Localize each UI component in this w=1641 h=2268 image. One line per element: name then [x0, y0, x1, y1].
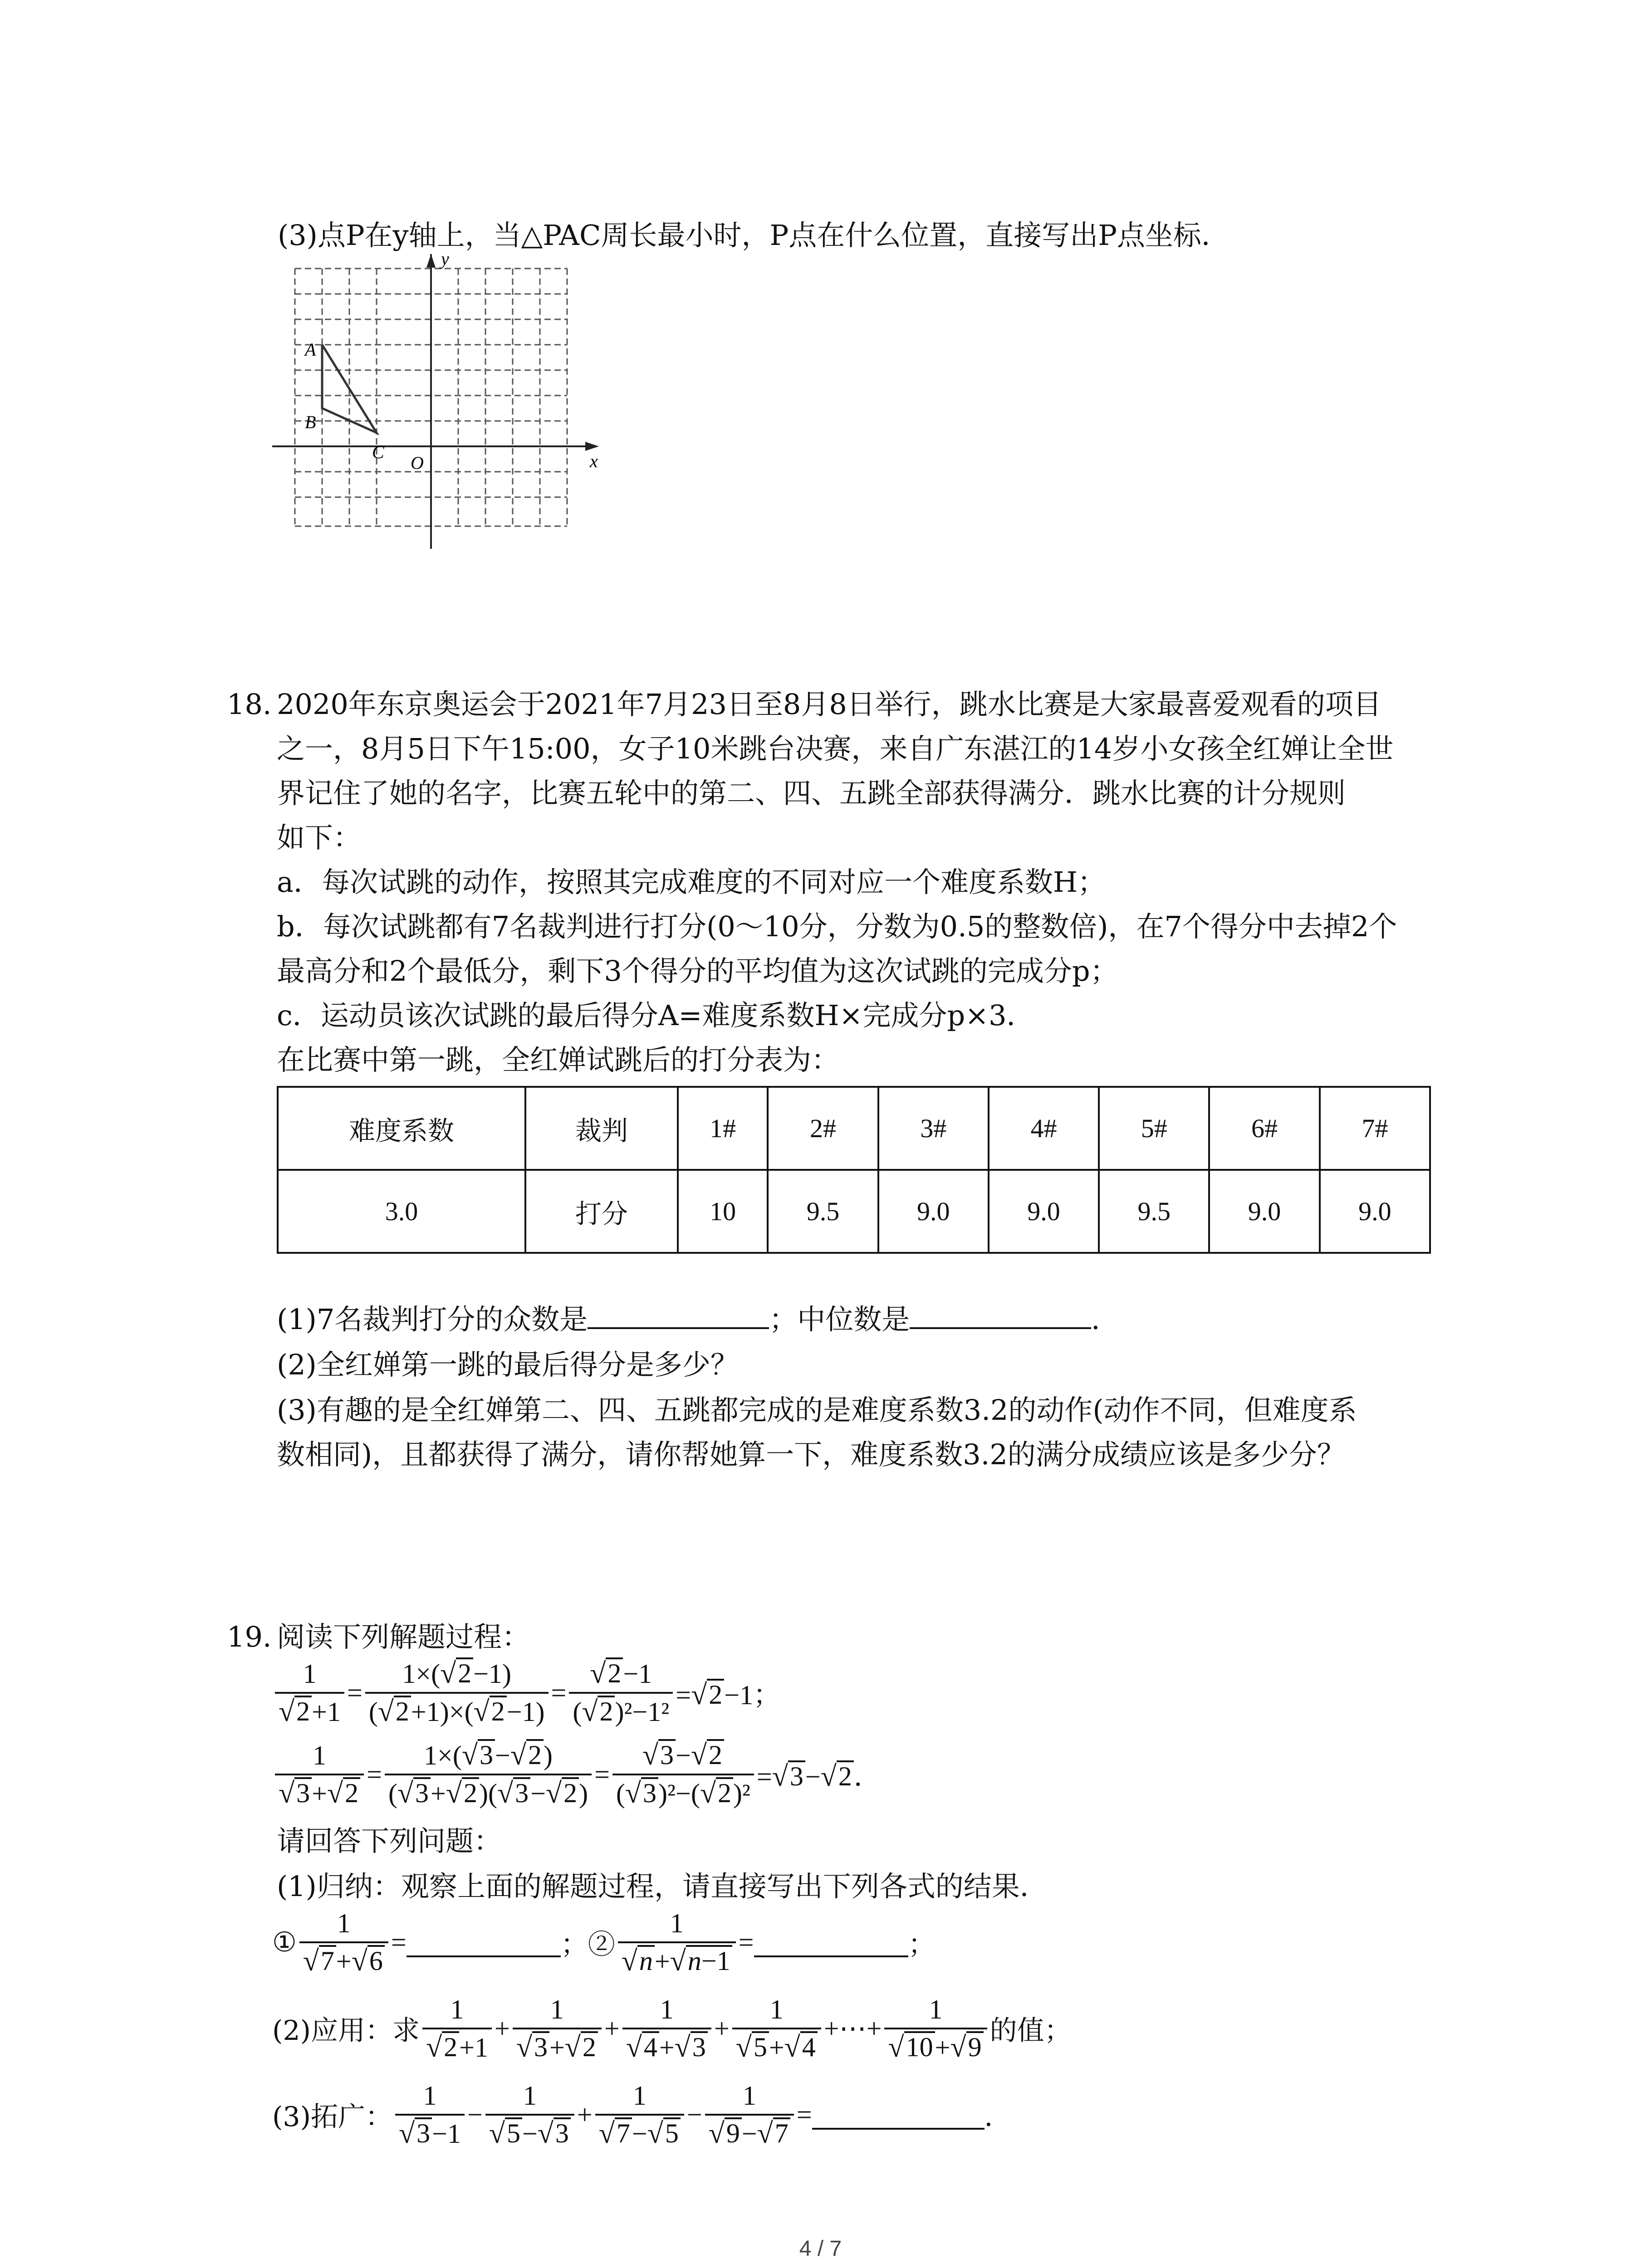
- q19-intro: 阅读下列解题过程：: [277, 1620, 530, 1653]
- table-cell: 9.0: [878, 1170, 989, 1253]
- table-cell: 9.5: [768, 1170, 878, 1253]
- table-header-cell: 难度系数: [278, 1087, 525, 1170]
- example-equation-1: 1 √ 2 +1 = 1×( √ 2 −1) ( √ 2 +1)×( √ 2 −1) = √ 2 −1 ( √ 2 )²−1² = √ 2 −1；: [272, 1656, 780, 1730]
- q18-rule-b1: b．每次试跳都有7名裁判进行打分(0～10分，分数为0.5的整数倍)，在7个得分中去掉2个: [277, 910, 1397, 943]
- table-header-cell: 裁判: [525, 1087, 678, 1170]
- q18-line-3: 界记住了她的名字，比赛五轮中的第二、四、五跳全部获得满分．跳水比赛的计分规则: [277, 777, 1346, 810]
- q19-part3: (3)拓广： 1 √ 3 −1 − 1 √ 5 − √ 3 + 1 √ 7 − √ 5 − 1 √ 9 − √ 7 = ．: [272, 2081, 1012, 2149]
- table-row: [278, 1087, 1430, 1170]
- point-a-label: A: [305, 339, 316, 360]
- answer-blank-3[interactable]: [812, 2100, 985, 2130]
- table-cell: 9.0: [1209, 1170, 1319, 1253]
- table-header-cell: 6#: [1209, 1087, 1319, 1170]
- x-axis-label: x: [590, 451, 598, 471]
- table-cell: 10: [678, 1170, 768, 1253]
- origin-label: O: [411, 453, 424, 473]
- q17-part3: (3)点P在y轴上，当△PAC周长最小时，P点在什么位置，直接写出P点坐标．: [278, 219, 1230, 252]
- q18-line-1: 2020年东京奥运会于2021年7月23日至8月8日举行，跳水比赛是大家最喜爱观看的项目: [277, 688, 1381, 721]
- q18-table-intro: 在比赛中第一跳，全红婵试跳后的打分表为：: [277, 1043, 840, 1076]
- table-header-cell: 1#: [678, 1087, 768, 1170]
- q18-rule-b2: 最高分和2个最低分，剩下3个得分的平均值为这次试跳的完成分p；: [277, 954, 1118, 987]
- point-c-label: C: [372, 442, 384, 462]
- q18-sub1: (1)7名裁判打分的众数是 ；中位数是 ．: [277, 1297, 1119, 1342]
- table-header-cell: 2#: [768, 1087, 878, 1170]
- q18-rule-c: c．运动员该次试跳的最后得分A=难度系数H×完成分p×3．: [277, 999, 1035, 1032]
- table-cell: 打分: [525, 1170, 678, 1253]
- table-header-cell: 7#: [1320, 1087, 1430, 1170]
- q19-number: 19.: [227, 1620, 272, 1653]
- point-b-label: B: [305, 412, 316, 432]
- q18-sub2: (2)全红婵第一跳的最后得分是多少？: [277, 1348, 739, 1381]
- example-equation-2: 1 √ 3 + √ 2 = 1×( √ 3 − √ 2 ) ( √ 3 + √ 2 )( √ 3 − √ 2 ) = √ 3 − √ 2 ( √ 3 )²−( √ 2 )² = √ 3 − √ 2 ．: [272, 1737, 881, 1812]
- y-axis-label: y: [441, 254, 449, 269]
- q18-sub3-line2: 数相同)，且都获得了满分，请你帮她算一下，难度系数3.2的满分成绩应该是多少分？: [277, 1438, 1345, 1471]
- q19-ask: 请回答下列问题：: [277, 1824, 502, 1857]
- score-table: [277, 1086, 1431, 1254]
- q19-part2: (2)应用：求 1 √ 2 +1 + 1 √ 3 + √ 2 + 1 √ 4 + √ 3 + 1 √ 5 + √ 4 +⋯+ 1 √ 10 + √ 9 的值；: [272, 1994, 1072, 2063]
- table-header-cell: 4#: [989, 1087, 1099, 1170]
- q18-line-4: 如下：: [277, 821, 362, 854]
- answer-blank-1[interactable]: [407, 1927, 561, 1957]
- q18-sub3-line1: (3)有趣的是全红婵第二、四、五跳都完成的是难度系数3.2的动作(动作不同，但难度系: [277, 1393, 1357, 1427]
- table-cell: 9.5: [1099, 1170, 1209, 1253]
- q18-rule-a: a．每次试跳的动作，按照其完成难度的不同对应一个难度系数H；: [277, 865, 1106, 899]
- table-cell: 3.0: [278, 1170, 525, 1253]
- table-header-cell: 3#: [878, 1087, 989, 1170]
- table-row: [278, 1170, 1430, 1253]
- q18-line-2: 之一，8月5日下午15:00，女子10米跳台决赛，来自广东湛江的14岁小女孩全红婵让全世: [277, 732, 1394, 765]
- table-cell: 9.0: [989, 1170, 1099, 1253]
- table-cell: 9.0: [1320, 1170, 1430, 1253]
- answer-blank-2[interactable]: [754, 1927, 908, 1957]
- table-header-cell: 5#: [1099, 1087, 1209, 1170]
- q19-part1: (1)归纳：观察上面的解题过程，请直接写出下列各式的结果．: [277, 1870, 1048, 1903]
- page-number: 4 / 7: [799, 2237, 842, 2261]
- answer-blank-median[interactable]: [910, 1299, 1091, 1329]
- answer-blank-mode[interactable]: [588, 1299, 769, 1329]
- coordinate-grid: [272, 254, 603, 549]
- q19-part1-items: ① 1 √ 7 + √ 6 = ；② 1 √ n + √ n−1 = ；: [272, 1908, 936, 1977]
- q18-number: 18.: [227, 688, 272, 721]
